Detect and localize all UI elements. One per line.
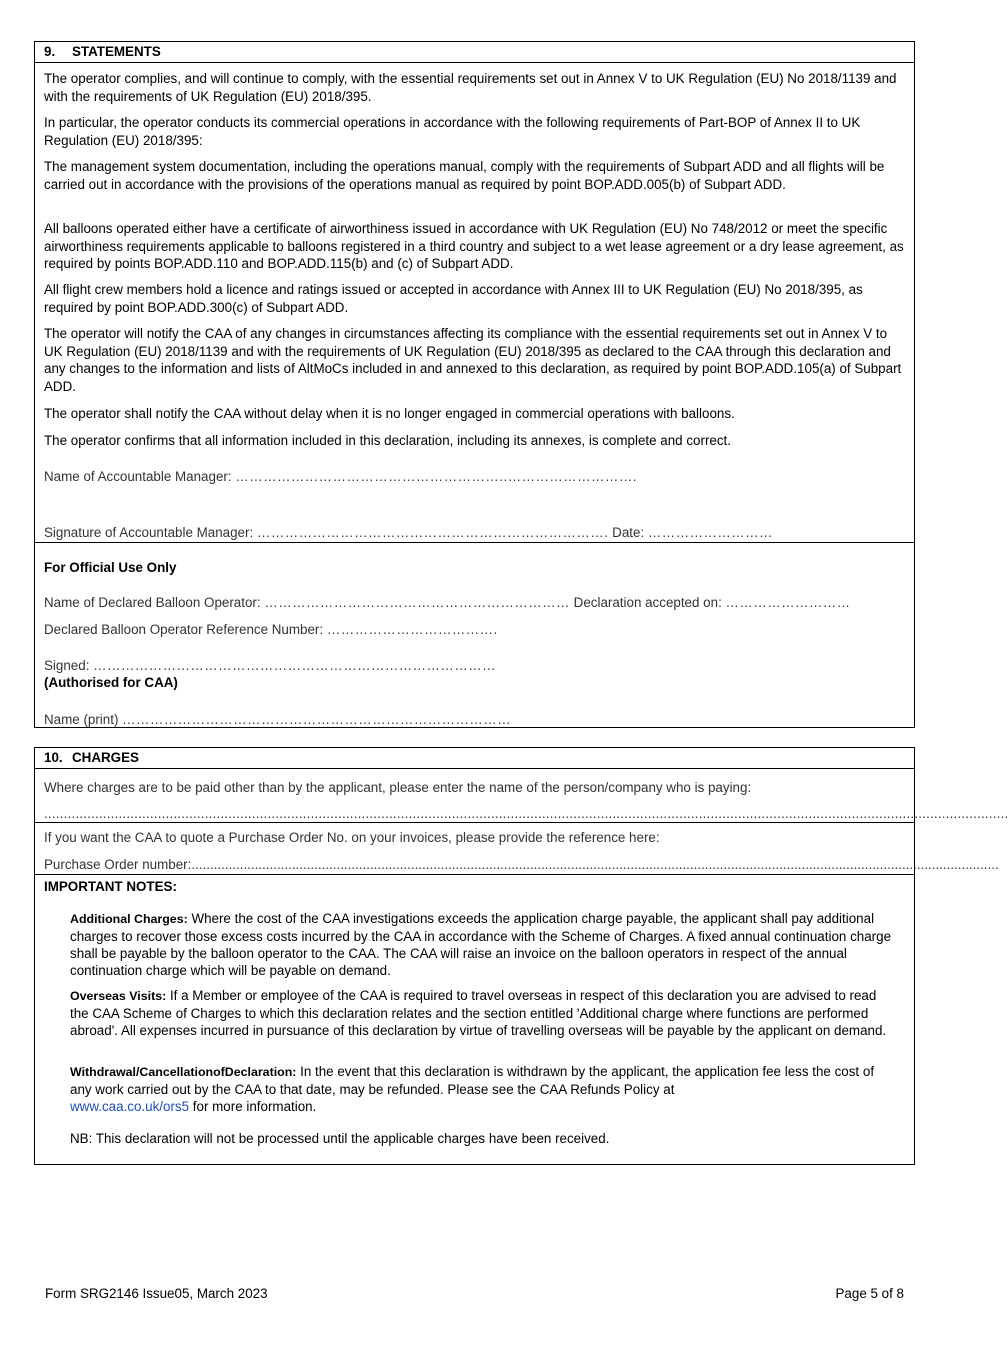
accountable-manager-signature-field[interactable] bbox=[44, 525, 773, 540]
statement-paragraph: The management system documentation, including the operations manual, comply with the requirements of Subpart ADD and all flights will be carried out in accordance with the provisions of the operations manual as required by point BOP.ADD.005(b) of Subpart ADD. bbox=[44, 159, 885, 192]
section-number: 10. bbox=[44, 750, 63, 765]
field-label: Signature of Accountable Manager: bbox=[44, 525, 254, 540]
note-title: Additional Charges: bbox=[70, 912, 188, 926]
purchase-order-field[interactable] bbox=[44, 857, 999, 872]
statement-paragraph: In particular, the operator conducts its commercial operations in accordance with the following requirements of Part-BOP of Annex II to UK Regulation (EU) 2018/395: bbox=[44, 115, 861, 148]
po-instruction: If you want the CAA to quote a Purchase Order No. on your invoices, please provide the reference here: bbox=[44, 830, 660, 845]
name-print-field[interactable] bbox=[44, 712, 511, 727]
statement-paragraph: The operator confirms that all information included in this declaration, including its annexes, is complete and correct. bbox=[44, 433, 731, 448]
reference-number-field[interactable] bbox=[44, 622, 498, 637]
field-dots: …………………………………………………………………. bbox=[256, 525, 609, 540]
field-dots: …………………………………………………..………………………. bbox=[235, 469, 637, 484]
important-notes-title: IMPORTANT NOTES: bbox=[44, 879, 177, 894]
statement-paragraph: All balloons operated either have a certificate of airworthiness issued in accordance with UK Regulation (EU) No 748/2012 or meet the specific airworthiness requirements applicable to balloons registered in a third country and subject to a wet lease agreement or a dry lease agreement, as required by points BOP.ADD.110 and BOP.ADD.115(b) and (c) of Subpart ADD. bbox=[44, 221, 904, 271]
notes-divider bbox=[35, 874, 914, 875]
note-additional-charges bbox=[70, 910, 896, 979]
note-title: Withdrawal/CancellationofDeclaration: bbox=[70, 1065, 297, 1079]
refunds-policy-link[interactable]: www.caa.co.uk/ors5 bbox=[70, 1099, 190, 1114]
field-label: Purchase Order number: bbox=[44, 857, 192, 872]
section-title: STATEMENTS bbox=[72, 44, 161, 59]
accepted-label: Declaration accepted on: bbox=[573, 595, 722, 610]
field-dots: …………………………………………………………………………… bbox=[93, 658, 496, 673]
caa-signed-field[interactable] bbox=[44, 658, 496, 673]
form-reference: Form SRG2146 Issue05, March 2023 bbox=[45, 1286, 268, 1301]
page-number: Page 5 of 8 bbox=[835, 1286, 904, 1301]
note-text-after: for more information. bbox=[189, 1099, 317, 1114]
statement-paragraph: The operator will notify the CAA of any changes in circumstances affecting its compliance with the essential requirements set out in Annex V to UK Regulation (EU) 2018/1139 and with the requirements of UK Regulation (EU) 2018/395 as declared to the CAA through this declaration and any changes to the information and lists of AltMoCs included in and annexed to this declaration, as required by point BOP.ADD.105(a) of Subpart ADD. bbox=[44, 326, 902, 394]
accountable-manager-name-field[interactable] bbox=[44, 469, 637, 484]
field-label: Name of Declared Balloon Operator: bbox=[44, 595, 261, 610]
charges-section bbox=[34, 747, 1008, 1165]
balloon-operator-name-field[interactable] bbox=[44, 595, 851, 610]
field-dots: ......................................................................................................................................................................................................................... bbox=[191, 857, 999, 872]
official-use-heading: For Official Use Only bbox=[44, 560, 177, 575]
note-text: In the event that this declaration is withdrawn by the applicant, the application fee less the cost of any work carried out by the CAA to that date, may be refunded. Please see the CAA Refunds Policy at bbox=[70, 1064, 875, 1097]
statements-section bbox=[34, 41, 915, 728]
statement-paragraph: The operator complies, and will continue to comply, with the essential requirements set out in Annex V to UK Regulation (EU) No 2018/1139 and with the requirements of UK Regulation (EU) 2018/395. bbox=[44, 71, 897, 104]
field-label: Declared Balloon Operator Reference Number: bbox=[44, 622, 324, 637]
field-dots: ………………………………………………………… bbox=[264, 595, 570, 610]
charges-divider bbox=[35, 822, 914, 823]
note-withdrawal bbox=[70, 1063, 896, 1115]
date-dots: ……………………… bbox=[647, 525, 773, 540]
authorised-note: (Authorised for CAA) bbox=[44, 675, 178, 690]
section-number: 9. bbox=[44, 44, 56, 59]
field-dots: ………………………………. bbox=[326, 622, 498, 637]
section-divider bbox=[35, 542, 914, 543]
date-label: Date: bbox=[612, 525, 645, 540]
nb-note: NB: This declaration will not be processed until the applicable charges have been received. bbox=[70, 1131, 610, 1146]
charges-header bbox=[35, 748, 914, 769]
note-text: Where the cost of the CAA investigations exceeds the application charge payable, the applicant shall pay additional charges to recover those excess costs incurred by the CAA in accordance with the Scheme of Charges. A fixed annual continuation charge shall be payable by the balloon operator to the CAA. The CAA will raise an invoice on the balloon operators in respect of the annual continuation charge which will be payable on demand. bbox=[70, 911, 892, 978]
field-label: Name (print) bbox=[44, 712, 119, 727]
note-title: Overseas Visits: bbox=[70, 989, 167, 1003]
statement-paragraph: The operator shall notify the CAA without delay when it is no longer engaged in commercial operations with balloons. bbox=[44, 406, 735, 421]
section-title: CHARGES bbox=[72, 750, 139, 765]
statements-header bbox=[35, 42, 914, 63]
payer-name-field[interactable]: ...................................................................................................................................................................................................................................................... bbox=[44, 806, 1008, 821]
field-dots: ………………………………………………………………………… bbox=[122, 712, 512, 727]
statement-paragraph: All flight crew members hold a licence and ratings issued or accepted in accordance with Annex III to UK Regulation (EU) No 2018/395, as required by point BOP.ADD.300(c) of Subpart ADD. bbox=[44, 282, 863, 315]
note-text: If a Member or employee of the CAA is required to travel overseas in respect of this declaration you are advised to read the CAA Scheme of Charges to which this declaration relates and the section entitled 'Additional charge where functions are performed abroad'. All expenses incurred in pursuance of this declaration by virtue of travelling overseas will be payable by the applicant on demand. bbox=[70, 988, 887, 1038]
payer-instruction: Where charges are to be paid other than by the applicant, please enter the name of the person/company who is paying: bbox=[44, 780, 752, 795]
field-label: Signed: bbox=[44, 658, 90, 673]
note-overseas-visits bbox=[70, 987, 896, 1039]
accepted-dots: ……………………… bbox=[725, 595, 851, 610]
field-label: Name of Accountable Manager: bbox=[44, 469, 232, 484]
